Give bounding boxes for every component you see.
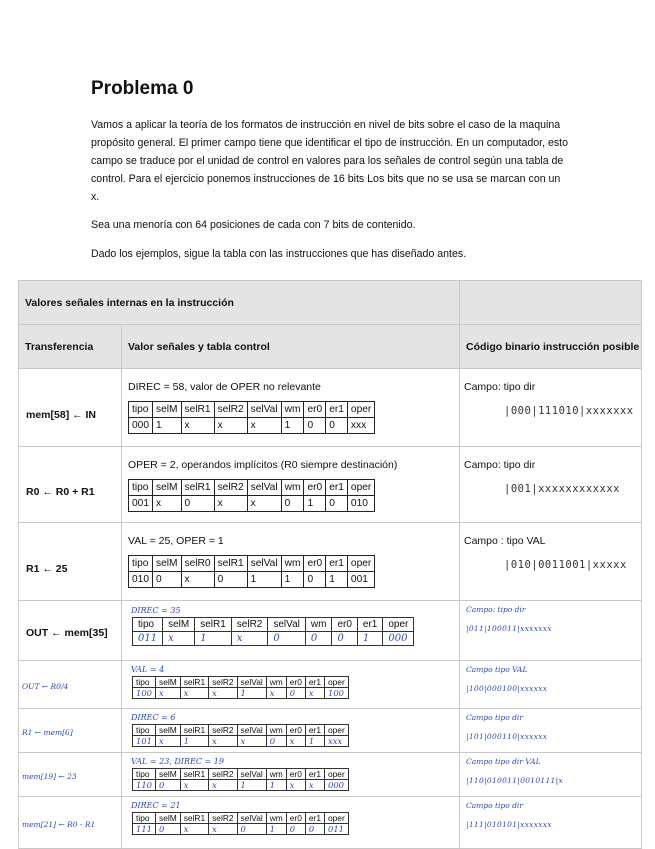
binary-code: |011|100011|xxxxxxx	[466, 624, 552, 633]
control-table: tipo selM selR1 selR2 selVal wm er0 er1 oper 111 0 x x 0 1 0 0 011	[132, 812, 349, 835]
code-fields: Campo : tipo VAL	[464, 535, 546, 547]
code-fields: Campo tipo dir	[466, 801, 523, 810]
code-fields: Campo tipo VAL	[466, 665, 528, 674]
table-row	[19, 447, 642, 523]
code-fields: Campo tipo dir	[466, 713, 523, 722]
table-row	[19, 523, 642, 601]
transfer-label: R0 ← R0 + R1	[19, 447, 122, 523]
transfer-label: mem[21] ← R0 - R1	[19, 797, 122, 849]
transfer-label: mem[58] ← IN	[19, 369, 122, 447]
binary-code: |000|111010|xxxxxxx	[504, 405, 634, 417]
binary-code: |010|0011001|xxxxx	[504, 559, 627, 571]
header-transfer: Transferencia	[19, 325, 122, 369]
memory-paragraph: Sea una menoría con 64 posiciones de cada con 7 bits de contenido.	[91, 219, 416, 231]
table-row	[19, 369, 642, 447]
code-fields: Campo: tipo dir	[464, 459, 536, 471]
transfer-label: OUT ← R0/4	[19, 661, 122, 709]
table-row	[19, 661, 642, 709]
transfer-label: OUT ← mem[35]	[19, 601, 122, 661]
code-fields: Campo: tipo dir	[464, 381, 536, 393]
table-row	[19, 797, 642, 849]
row-description: VAL = 23, DIREC = 19	[131, 757, 224, 766]
binary-code: |100|000100|xxxxxx	[466, 684, 548, 693]
table-row	[19, 709, 642, 753]
control-table: tipo selM selR1 selR2 selVal wm er0 er1 oper 101 x 1 x x 0 x 1 xxx	[132, 724, 349, 747]
row-description: DIREC = 35	[131, 606, 181, 615]
transfer-label: R1 ← mem[6]	[19, 709, 122, 753]
table-row	[19, 601, 642, 661]
row-description: OPER = 2, operandos implícitos (R0 siempre destinación)	[128, 459, 398, 471]
row-description: DIREC = 21	[131, 801, 181, 810]
control-table: tipo selM selR1 selR2 selVal wm er0 er1 oper 001 x 0 x x 0 1 0 010	[128, 479, 375, 512]
binary-code: |001|xxxxxxxxxxxx	[504, 483, 620, 495]
intro-paragraph: Vamos a aplicar la teoría de los formatos de instrucción en nivel de bits sobre el caso de la maquina propósito general. El primer campo tiene que identificar el tipo de instrucción. En un computador, esto campo se traduce por el unidad de control en valores para los señales de control según una tabla de control. Para el ejercicio ponemos instrucciones de 16 bits Los bits que no se usa se marcan con un x.	[91, 119, 568, 203]
table-header-row	[19, 325, 642, 369]
control-table: tipo selM selR1 selR2 selVal wm er0 er1 oper 100 x x x 1 x 0 x 100	[132, 676, 349, 699]
header-internal-signals: Valores señales internas en la instrucción	[19, 281, 460, 325]
transfer-label: R1 ← 25	[19, 523, 122, 601]
code-fields: Campo tipo dir VAL	[466, 757, 541, 766]
row-description: VAL = 25, OPER = 1	[128, 535, 224, 547]
control-table: tipo selM selR1 selR2 selVal wm er0 er1 oper 110 0 x x 1 1 x x 000	[132, 768, 349, 791]
instruction-paragraph: Dado los ejemplos, sigue la tabla con las instrucciones que has diseñado antes.	[91, 248, 467, 260]
table-header-top	[19, 281, 642, 325]
binary-code: |101|000110|xxxxxx	[466, 732, 548, 741]
code-fields: Campo: tipo dir	[466, 605, 526, 614]
control-table: tipo selM selR1 selR2 selVal wm er0 er1 oper 011 x 1 x 0 0 0 1 000	[132, 617, 414, 646]
transfer-label: mem[19] ← 23	[19, 753, 122, 797]
control-table: tipo selM selR1 selR2 selVal wm er0 er1 oper 000 1 x x x 1 0 0 xxx	[128, 401, 375, 434]
header-signal-values: Valor señales y tabla control	[122, 325, 460, 369]
page-title: Problema 0	[91, 78, 194, 99]
header-binary-code: Código binario instrucción posible	[460, 325, 642, 369]
row-description: DIREC = 6	[131, 713, 176, 722]
row-description: DIREC = 58, valor de OPER no relevante	[128, 381, 321, 393]
table-row	[19, 753, 642, 797]
binary-code: |110|010011|0010111|x	[466, 776, 563, 785]
row-description: VAL = 4	[131, 665, 165, 674]
instruction-table	[18, 280, 642, 849]
binary-code: |111|010101|xxxxxxx	[466, 820, 552, 829]
control-table: tipo selM selR0 selR1 selVal wm er0 er1 oper 010 0 x 0 1 1 0 1 001	[128, 555, 375, 588]
